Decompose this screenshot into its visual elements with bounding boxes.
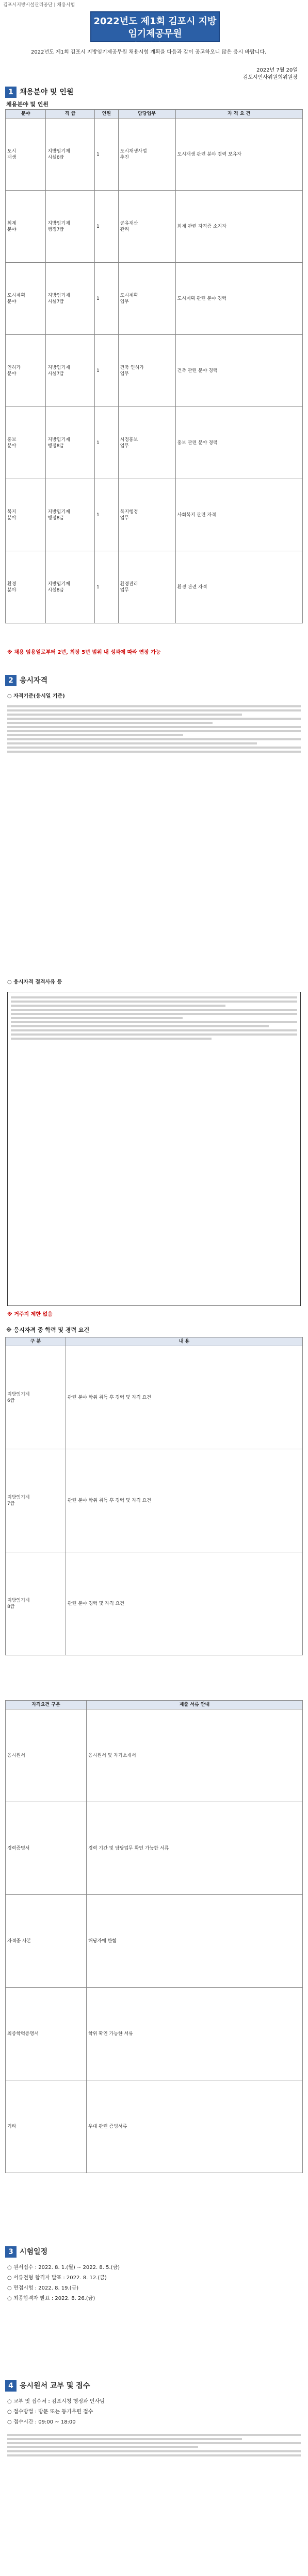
qualification-row xyxy=(6,1449,303,1552)
documents-row xyxy=(6,1709,303,1802)
top-note: 김포시지방시설관리공단 | 채용시험 xyxy=(3,3,75,8)
positions-cell: 회계 분야 xyxy=(6,191,46,263)
positions-cell: 지방임기제 행정8급 xyxy=(46,479,95,551)
documents-table-wrap xyxy=(5,1700,303,2173)
positions-cell: 도시재생사업 추진 xyxy=(118,118,175,191)
qualification-table-wrap xyxy=(5,1337,303,1655)
section-4-title: 응시원서 교부 및 접수 xyxy=(20,2381,90,2390)
section-4-number: 4 xyxy=(5,2380,17,2392)
qualification-cell: 지방임기제 8급 xyxy=(6,1552,66,1655)
positions-cell: 지방임기제 행정8급 xyxy=(46,407,95,479)
positions-row xyxy=(6,118,303,191)
th-doc-type: 자격요건 구분 xyxy=(6,1701,87,1709)
th-grade: 직 급 xyxy=(46,110,95,118)
positions-row xyxy=(6,479,303,551)
section-2-number: 2 xyxy=(5,675,17,686)
positions-cell: 지방임기제 행정7급 xyxy=(46,191,95,263)
section-4-heading xyxy=(5,2380,90,2392)
documents-cell: 우대 관련 증빙서류 xyxy=(87,2080,303,2173)
positions-cell: 환경관리 업무 xyxy=(118,551,175,623)
positions-row xyxy=(6,263,303,335)
positions-cell: 복지행정 업무 xyxy=(118,479,175,551)
positions-cell: 건축 관련 분야 경력 xyxy=(175,335,302,407)
positions-cell: 시정홍보 업무 xyxy=(118,407,175,479)
documents-cell: 기타 xyxy=(6,2080,87,2173)
positions-cell: 사회복지 관련 자격 xyxy=(175,479,302,551)
documents-cell: 최종학력증명서 xyxy=(6,1988,87,2080)
positions-cell: 도시 재생 xyxy=(6,118,46,191)
documents-cell: 학위 확인 가능한 서류 xyxy=(87,1988,303,2080)
positions-row xyxy=(6,191,303,263)
qualification-row xyxy=(6,1346,303,1449)
title-box xyxy=(90,11,220,51)
documents-row xyxy=(6,1895,303,1988)
positions-cell: 홍보 분야 xyxy=(6,407,46,479)
documents-row xyxy=(6,1802,303,1895)
sched-3: ○ 면접시험 : 2022. 8. 19.(금) xyxy=(7,2285,79,2291)
notice-date: 2022년 7월 20일 xyxy=(256,67,298,73)
positions-cell: 공유재산 관리 xyxy=(118,191,175,263)
documents-row xyxy=(6,1988,303,2080)
positions-cell: 복지 분야 xyxy=(6,479,46,551)
table2-caption: ※ 응시자격 중 학력 및 경력 요건 xyxy=(6,1327,90,1333)
table1-caption: 채용분야 및 인원 xyxy=(6,101,49,108)
positions-cell: 도시재생 관련 분야 경력 보유자 xyxy=(175,118,302,191)
positions-cell: 1 xyxy=(94,263,118,335)
positions-cell: 1 xyxy=(94,407,118,479)
apply-1: ○ 교부 및 접수처 : 김포시청 행정과 인사팀 xyxy=(7,2399,105,2404)
qualification-cell: 지방임기제 7급 xyxy=(6,1449,66,1552)
qualification-cell: 관련 분야 학위 취득 후 경력 및 자격 요건 xyxy=(66,1346,303,1449)
sched-4: ○ 최종합격자 발표 : 2022. 8. 26.(금) xyxy=(7,2296,95,2301)
notice-org: 김포시인사위원회위원장 xyxy=(242,74,298,80)
qualification-cell: 지방임기제 6급 xyxy=(6,1346,66,1449)
documents-cell: 경력증명서 xyxy=(6,1802,87,1895)
apply-body-lines xyxy=(7,2432,301,2576)
sched-1: ○ 원서접수 : 2022. 8. 1.(월) ~ 2022. 8. 5.(금) xyxy=(7,2265,120,2270)
title-line1: 2022년도 제1회 김포시 지방임기제공무원 xyxy=(93,16,217,40)
positions-cell: 홍보 관련 분야 경력 xyxy=(175,407,302,479)
positions-cell: 1 xyxy=(94,335,118,407)
th-doc-guide: 제출 서류 안내 xyxy=(87,1701,303,1709)
section-1-number: 1 xyxy=(5,87,17,98)
positions-row xyxy=(6,335,303,407)
qualification-cell: 관련 분야 경력 및 자격 요건 xyxy=(66,1552,303,1655)
disqualification-lines xyxy=(11,996,297,1040)
table1-footnote: ※ 채용 임용일로부터 2년, 최장 5년 범위 내 성과에 따라 연장 가능 xyxy=(7,650,161,655)
positions-cell: 지방임기제 시설7급 xyxy=(46,335,95,407)
th-duty: 담당업무 xyxy=(118,110,175,118)
qualification-cell: 관련 분야 학위 취득 후 경력 및 자격 요건 xyxy=(66,1449,303,1552)
section-3-title: 시험일정 xyxy=(20,2247,48,2256)
sec2-note: ※ 거주지 제한 없음 xyxy=(7,1312,53,1317)
positions-table xyxy=(5,109,303,623)
qualification-table xyxy=(5,1337,303,1655)
th-q-content: 내 용 xyxy=(66,1337,303,1346)
section-2-heading xyxy=(5,675,47,686)
section-3-heading xyxy=(5,2246,47,2258)
positions-table-wrap xyxy=(5,109,303,623)
qualification-row xyxy=(6,1552,303,1655)
positions-cell: 환경 관련 자격 xyxy=(175,551,302,623)
section-1-heading xyxy=(5,87,73,98)
documents-table xyxy=(5,1700,303,2173)
apply-2: ○ 접수방법 : 방문 또는 등기우편 접수 xyxy=(7,2409,93,2415)
positions-cell: 1 xyxy=(94,551,118,623)
documents-cell: 응시원서 xyxy=(6,1709,87,1802)
intro-text: 2022년도 제1회 김포시 지방임기제공무원 채용시험 계획을 다음과 같이 공고하오니 많은 응시 바랍니다. xyxy=(31,49,267,55)
sec2-item2: ○ 응시자격 결격사유 등 xyxy=(7,979,62,985)
positions-cell: 1 xyxy=(94,479,118,551)
positions-cell: 1 xyxy=(94,191,118,263)
positions-cell: 지방임기제 시설6급 xyxy=(46,118,95,191)
positions-cell: 도시계획 업무 xyxy=(118,263,175,335)
documents-row xyxy=(6,2080,303,2173)
positions-cell: 도시계획 관련 분야 경력 xyxy=(175,263,302,335)
positions-cell: 1 xyxy=(94,118,118,191)
apply-3: ○ 접수시간 : 09:00 ~ 18:00 xyxy=(7,2419,76,2425)
th-req: 자 격 요 건 xyxy=(175,110,302,118)
positions-cell: 건축 인허가 업무 xyxy=(118,335,175,407)
th-field: 분야 xyxy=(6,110,46,118)
disqualification-box xyxy=(7,992,301,1306)
documents-cell: 경력 기간 및 담당업무 확인 가능한 서류 xyxy=(87,1802,303,1895)
sec2-body-lines xyxy=(7,703,301,961)
positions-cell: 지방임기제 시설8급 xyxy=(46,551,95,623)
th-count: 인원 xyxy=(94,110,118,118)
section-1-title: 채용분야 및 인원 xyxy=(20,88,74,96)
documents-cell: 해당자에 한함 xyxy=(87,1895,303,1988)
positions-cell: 회계 관련 자격증 소지자 xyxy=(175,191,302,263)
section-3-number: 3 xyxy=(5,2246,17,2258)
date-org xyxy=(243,67,298,81)
documents-cell: 응시원서 및 자기소개서 xyxy=(87,1709,303,1802)
title-line2: 채용시험 공고 xyxy=(129,41,181,51)
positions-cell: 인허가 분야 xyxy=(6,335,46,407)
sched-2: ○ 서류전형 합격자 발표 : 2022. 8. 12.(금) xyxy=(7,2275,107,2281)
positions-cell: 지방임기제 시설7급 xyxy=(46,263,95,335)
sec2-item1: ○ 자격기준(응시일 기준) xyxy=(7,693,65,699)
positions-row xyxy=(6,407,303,479)
documents-cell: 자격증 사본 xyxy=(6,1895,87,1988)
positions-cell: 환경 분야 xyxy=(6,551,46,623)
positions-cell: 도시계획 분야 xyxy=(6,263,46,335)
section-2-title: 응시자격 xyxy=(20,676,48,685)
positions-row xyxy=(6,551,303,623)
th-q-type: 구 분 xyxy=(6,1337,66,1346)
